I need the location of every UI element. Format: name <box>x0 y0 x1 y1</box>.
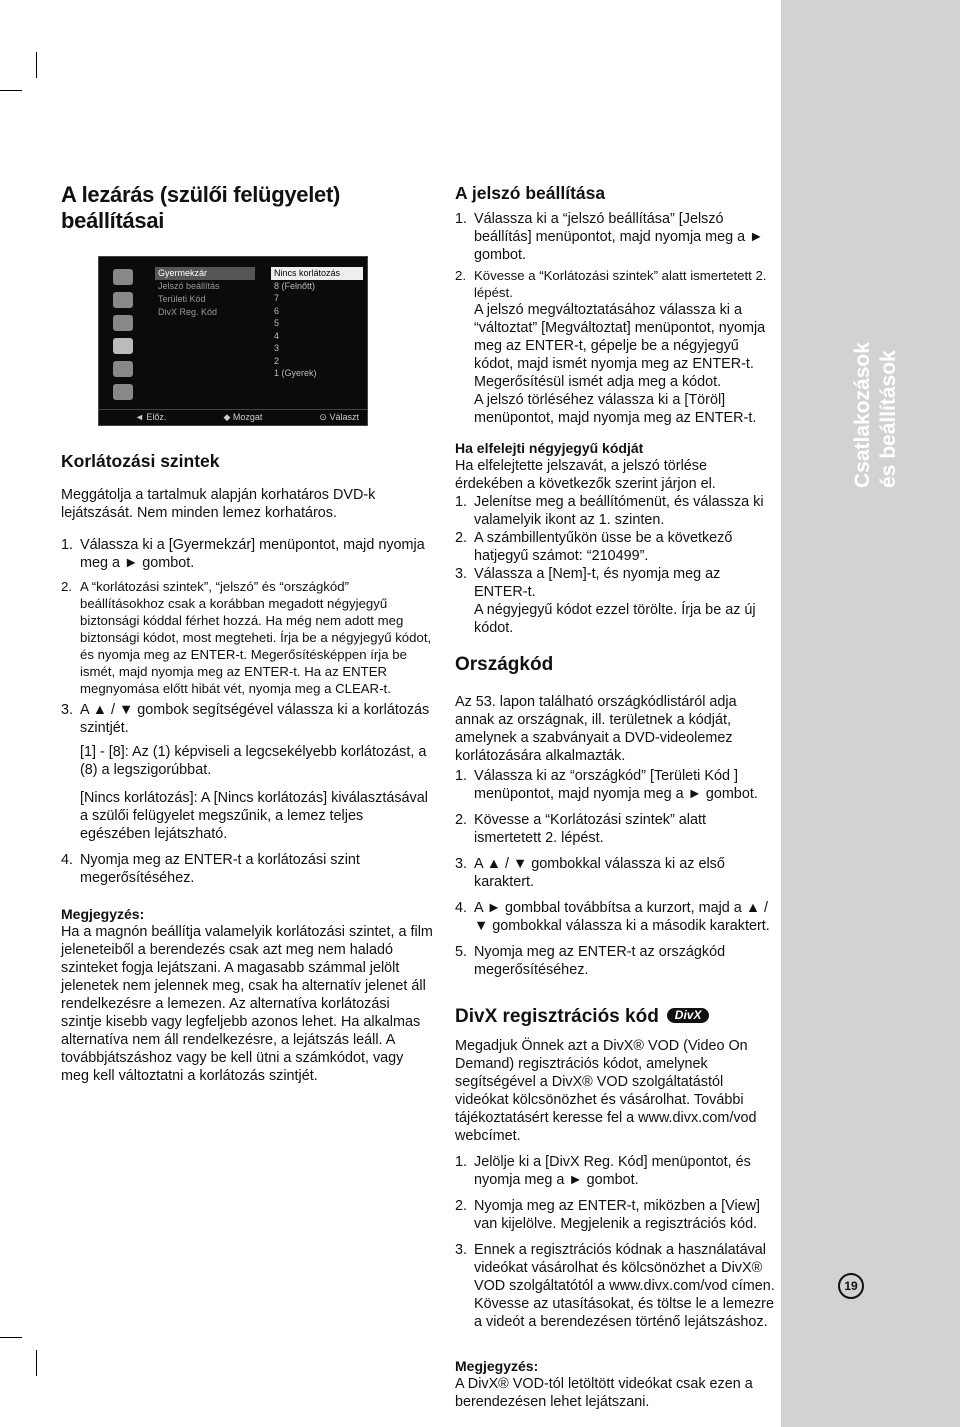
osd-value-item: 4 <box>274 330 280 341</box>
osd-values <box>271 267 363 380</box>
step-text: Jelenítse meg a beállítómenüt, és válassza ki valamelyik ikont az 1. szinten. <box>474 494 764 528</box>
list-item: 3. A ▲ / ▼ gombok segítségével válassza ki a korlátozás szintjét. <box>61 702 430 736</box>
step-text: A ▲ / ▼ gombok segítségével válassza ki a korlátozás szintjét. <box>80 702 430 736</box>
section-title-country: Országkód <box>455 654 554 675</box>
note-text: A DivX® VOD-tól letöltött videókat csak ezen a berendezésen lehet lejátszani. <box>455 1376 753 1410</box>
side-tab-line2: és beállítások <box>877 350 900 488</box>
record-icon <box>113 361 133 377</box>
osd-menu-item: Gyermekzár <box>155 267 255 280</box>
forgot-steps <box>455 493 777 601</box>
page-number: 19 <box>838 1273 864 1299</box>
list-item: 1. Válassza ki a [Gyermekzár] menüpontot, majd nyomja meg a ► gombot. <box>61 537 425 571</box>
crop-mark <box>36 52 37 78</box>
section-title-divx <box>455 1005 777 1029</box>
note-title: Megjegyzés: <box>455 1358 539 1374</box>
disc-icon <box>113 269 133 285</box>
level-note-none: [Nincs korlátozás]: A [Nincs korlátozás] kiválasztásával a szülői felügyelet megszűnik, a lemez teljes egészében lejátszható. <box>80 790 428 842</box>
divx-steps <box>455 1153 777 1331</box>
step-text: A ► gombbal továbbítsa a kurzort, majd a ▲ / ▼ gombokkal válassza ki a második karaktert. <box>474 900 770 934</box>
step-text: Válassza ki az “országkód” [Területi Kód ] menüpontot, majd nyomja meg a ► gombot. <box>474 768 758 802</box>
right-column <box>455 182 777 1411</box>
country-steps <box>455 767 777 979</box>
osd-value-item: 3 <box>274 343 280 353</box>
osd-icon-bar <box>107 265 147 407</box>
step-text: A ▲ / ▼ gombokkal válassza ki az első karaktert. <box>474 856 725 890</box>
step-text: Nyomja meg az ENTER-t, miközben a [View] van kijelölve. Megjelenik a regisztrációs kód. <box>474 1198 761 1232</box>
osd-footer-prev: ◄ Előz. <box>135 412 167 422</box>
step-text: Ennek a regisztrációs kódnak a használatával videókat vásárolhat és kölcsönözhet a DivX® VOD szolgáltatótól a www.divx.com/vod címen. Kövesse az utasításokat, és töltse le a lemezre a videót a berendezésen történő lejátszáshoz. <box>474 1242 775 1330</box>
left-column <box>61 182 433 1085</box>
side-tab-line1: Csatlakozások <box>851 342 874 488</box>
list-item: 2. A számbillentyűkön üsse be a következő hatjegyű számot: “210499”. <box>455 530 733 564</box>
side-tab-label <box>845 340 915 490</box>
osd-value-item: 1 (Gyerek) <box>274 368 317 378</box>
note-title: Megjegyzés: <box>61 906 145 922</box>
osd-value-item: 8 (Felnőtt) <box>274 280 316 291</box>
divx-logo: DivX <box>667 1008 710 1023</box>
divx-title-text: DivX regisztrációs kód <box>455 1006 659 1027</box>
crop-mark <box>0 1337 22 1338</box>
settings-icon <box>113 384 133 400</box>
crop-mark <box>0 90 22 91</box>
osd-menu-item: Területi Kód <box>158 294 206 304</box>
list-item: 3. Válassza a [Nem]-t, és nyomja meg az ENTER-t. <box>455 566 721 600</box>
osd-footer <box>99 409 367 425</box>
lock-icon <box>113 338 133 354</box>
step-text: A “korlátozási szintek”, “jelszó” és “országkód” beállításokhoz csak a korábban megadott négyjegyű biztonsági kóddal férhet hozzá. Ha még nem adott meg biztonsági kódot, most megteheti. Írja be a négyjegyű kódot, és nyomja meg az ENTER-t. Megerősítésképpen írja be ismét, majd nyomja meg az ENTER-t. Ha az ENTER megnyomása előtt hibát vét, nyomja meg a CLEAR-t. <box>80 579 432 696</box>
forgot-intro: Ha elfelejtette jelszavát, a jelszó törlése érdekében a következők szerint járjon el. <box>455 458 716 492</box>
divx-intro: Megadjuk Önnek azt a DivX® VOD (Video On Demand) regisztrációs kódot, amelynek segítségével a DivX® VOD szolgáltatástól videókat kölcsönözhet és vásárolhat. További tájékoztatásért keresse fel a www.divx.com/vod webcímet. <box>455 1038 757 1144</box>
page-title: A lezárás (szülői felügyelet) beállításai <box>61 182 341 233</box>
step-text: Válassza ki a “jelszó beállítása” [Jelszó beállítás] menüpontot, majd nyomja meg a ► gombot. <box>474 211 764 263</box>
levels-steps <box>61 536 433 737</box>
password-delete-text: A jelszó törléséhez válassza ki a [Töröl] menüpontot, majd nyomja meg az ENTER-t. <box>474 392 757 426</box>
levels-steps-cont <box>61 851 433 887</box>
list-item: 2. Nyomja meg az ENTER-t, miközben a [View] van kijelölve. Megjelenik a regisztrációs kód. <box>455 1198 761 1232</box>
osd-screenshot <box>98 256 368 426</box>
list-item: 1. Jelenítse meg a beállítómenüt, és válassza ki valamelyik ikont az 1. szinten. <box>455 494 764 528</box>
audio-icon <box>113 315 133 331</box>
password-change-text: A jelszó megváltoztatásához válassza ki a “változtat” [Megváltoztat] menüpontot, nyomja meg az ENTER-t, gépelje be a négyjegyű kódot, majd ismét nyomja meg az ENTER-t. Megerősítésül ismét adja meg a kódot. <box>474 302 766 390</box>
side-tab <box>781 0 960 1427</box>
list-item: 2. A “korlátozási szintek”, “jelszó” és “országkód” beállításokhoz csak a korábban megadott négyjegyű biztonsági kóddal férhet hozzá. Ha még nem adott meg biztonsági kódot, most megteheti. Írja be a négyjegyű kódot, és nyomja meg az ENTER-t. Megerősítésképpen írja be ismét, majd nyomja meg az ENTER-t. Ha az ENTER megnyomása előtt hibát vét, nyomja meg a CLEAR-t. <box>61 579 432 696</box>
osd-footer-move: ◆ Mozgat <box>223 412 263 422</box>
step-text: Nyomja meg az ENTER-t a korlátozási szint megerősítéséhez. <box>80 852 360 886</box>
crop-mark <box>36 1350 37 1376</box>
list-item: 3. A ▲ / ▼ gombokkal válassza ki az első karaktert. <box>455 856 725 890</box>
language-icon <box>113 292 133 308</box>
list-item: 3. Ennek a regisztrációs kódnak a használatával videókat vásárolhat és kölcsönözhet a DivX® VOD szolgáltatótól a www.divx.com/vod címen. Kövesse az utasításokat, és töltse le a lemezre a videót a berendezésen történő lejátszáshoz. <box>455 1242 775 1330</box>
step-text: Kövesse a “Korlátozási szintek” alatt ismertetett 2. lépést. <box>474 812 706 846</box>
osd-value-item: 6 <box>274 305 280 316</box>
forgot-title: Ha elfelejti négyjegyű kódját <box>455 440 644 456</box>
section-title-password: A jelszó beállítása <box>455 183 606 203</box>
osd-menu <box>155 267 255 319</box>
step-text: A számbillentyűkön üsse be a következő hatjegyű számot: “210499”. <box>474 530 733 564</box>
note-text: Ha a magnón beállítja valamelyik korlátozási szintet, a film jeleneteiből a berendezés csak azt meg nem haladó szinteket fogja lejátszani. A magasabb számmal jelölt jelenetek nem jelennek meg, csak ha alternatív jelenet áll rendelkezésre a lemezen. Az alternatíva korlátozási szintje kisebb vagy legfeljebb azonos lehet. Ha alkalmas alternatíva nem áll rendelkezésre, a lejátszás leáll. A továbbjátszáshoz vagy be kell ütni a számkódot, vagy meg kell változtatni a korlátozás szintjét. <box>61 924 433 1084</box>
list-item: 1. Jelölje ki a [DivX Reg. Kód] menüpontot, és nyomja meg a ► gombot. <box>455 1154 751 1188</box>
osd-value-item: 5 <box>274 318 280 328</box>
section-title-levels: Korlátozási szintek <box>61 451 220 471</box>
step-text: Válassza a [Nem]-t, és nyomja meg az ENTER-t. <box>474 566 721 600</box>
osd-menu-item: Jelszó beállítás <box>158 281 220 291</box>
osd-menu-item: DivX Reg. Kód <box>158 307 218 317</box>
osd-value-item: 7 <box>274 293 280 303</box>
list-item: 4. A ► gombbal továbbítsa a kurzort, majd a ▲ / ▼ gombokkal válassza ki a második karaktert. <box>455 900 770 934</box>
step-text: Válassza ki a [Gyermekzár] menüpontot, majd nyomja meg a ► gombot. <box>80 537 425 571</box>
list-item: 2. Kövesse a “Korlátozási szintek” alatt ismertetett 2. lépést. <box>455 268 767 300</box>
levels-intro: Meggátolja a tartalmuk alapján korhatáros DVD-k lejátszását. Nem minden lemez korhatáros. <box>61 487 376 521</box>
osd-footer-select: ⊙ Választ <box>319 412 359 422</box>
level-note-range: [1] - [8]: Az (1) képviseli a legcsekélyebb korlátozást, a (8) a legszigorúbbat. <box>80 744 427 778</box>
step-text: Kövesse a “Korlátozási szintek” alatt ismertetett 2. lépést. <box>474 268 767 300</box>
country-intro: Az 53. lapon található országkódlistáról adja annak az országnak, ill. területnek a kódját, amelynek a szabványait a DVD-videolemez korlátozására alkalmazták. <box>455 694 737 764</box>
list-item: 2. Kövesse a “Korlátozási szintek” alatt ismertetett 2. lépést. <box>455 812 706 846</box>
step-text: Jelölje ki a [DivX Reg. Kód] menüpontot, és nyomja meg a ► gombot. <box>474 1154 751 1188</box>
password-steps <box>455 210 777 301</box>
list-item: 4. Nyomja meg az ENTER-t a korlátozási szint megerősítéséhez. <box>61 852 360 886</box>
step-text: Nyomja meg az ENTER-t az országkód megerősítéséhez. <box>474 944 726 978</box>
osd-value-item: Nincs korlátozás <box>271 267 363 280</box>
osd-value-item: 2 <box>274 355 280 366</box>
list-item: 1. Válassza ki a “jelszó beállítása” [Jelszó beállítás] menüpontot, majd nyomja meg a ► gombot. <box>455 211 764 263</box>
list-item: 5. Nyomja meg az ENTER-t az országkód megerősítéséhez. <box>455 944 726 978</box>
list-item: 1. Válassza ki az “országkód” [Területi Kód ] menüpontot, majd nyomja meg a ► gombot. <box>455 768 758 802</box>
forgot-result: A négyjegyű kódot ezzel törölte. Írja be az új kódot. <box>474 602 756 636</box>
